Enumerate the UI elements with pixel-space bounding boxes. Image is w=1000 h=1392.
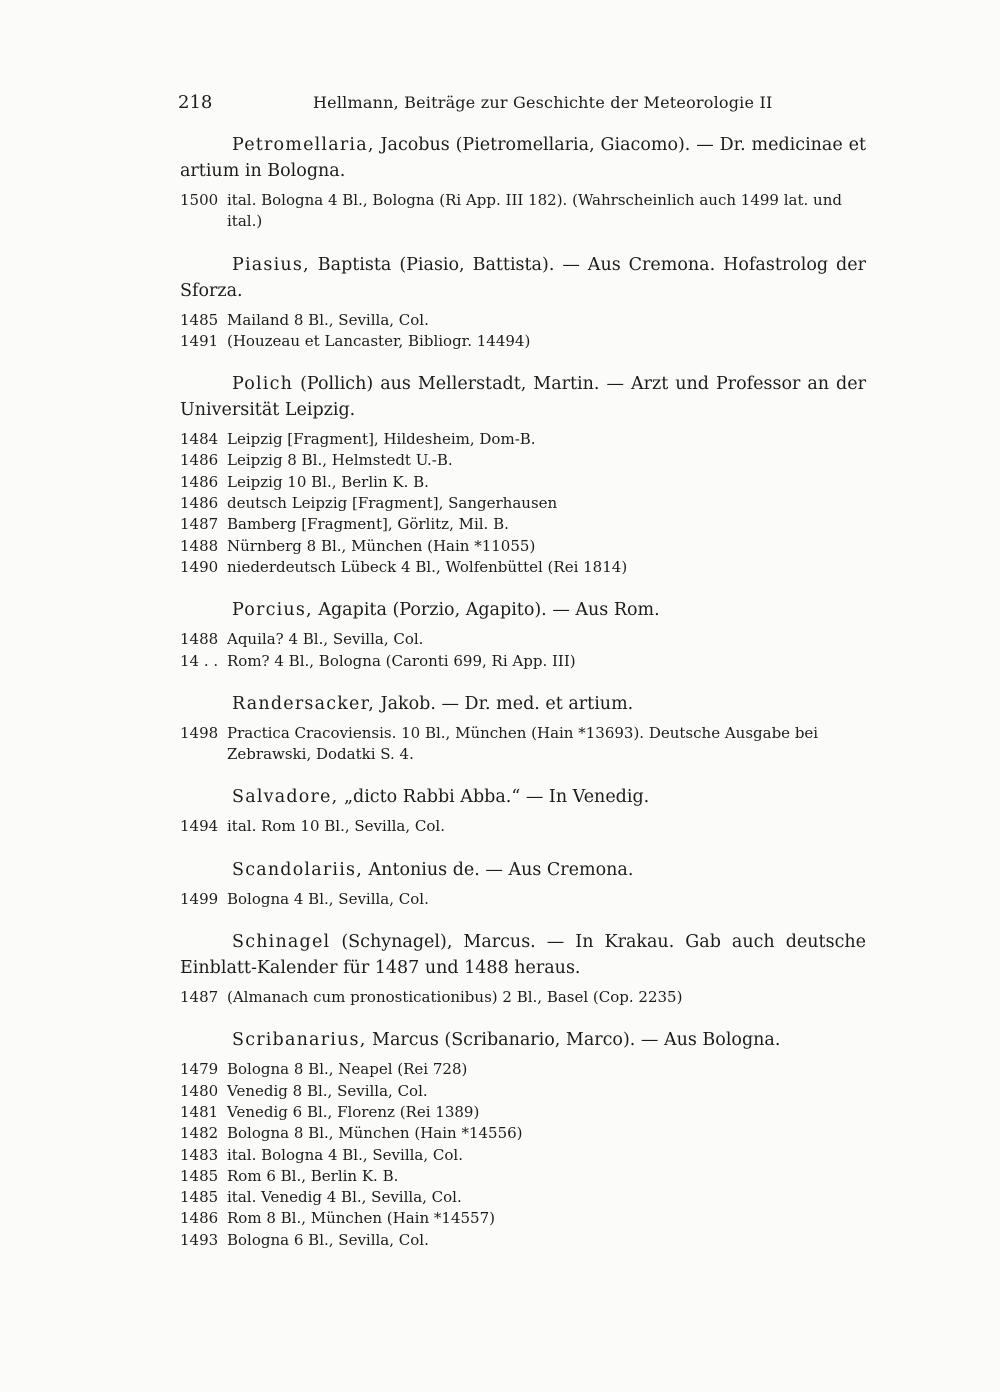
edition-year: 1480 — [180, 1081, 219, 1100]
edition-record — [180, 536, 866, 557]
edition-record — [180, 1145, 866, 1166]
edition-details: ital. Venedig 4 Bl., Sevilla, Col. — [227, 1188, 462, 1207]
author-name: Piasius, — [232, 254, 310, 275]
edition-details: Rom 8 Bl., München (Hain *14557) — [227, 1209, 495, 1228]
entry — [180, 132, 866, 233]
author-name: Polich — [232, 374, 294, 395]
author-description: Antonius de. — Aus Cremona. — [362, 859, 634, 880]
edition-record — [180, 1208, 866, 1229]
edition-record — [180, 1166, 866, 1187]
author-description: Baptista (Piasio, Battista). — Aus Cremona. Hofastrolog der Sforza. — [180, 254, 866, 301]
edition-record — [180, 450, 866, 471]
author-name: Randersacker, — [232, 693, 375, 714]
edition-details: ital. Bologna 4 Bl., Sevilla, Col. — [227, 1145, 463, 1164]
edition-details: Rom? 4 Bl., Bologna (Caronti 699, Ri App. III) — [227, 651, 576, 670]
edition-details: Leipzig 10 Bl., Berlin K. B. — [227, 472, 429, 491]
edition-record — [180, 1123, 866, 1144]
entry-heading — [180, 252, 866, 304]
edition-year: 1491 — [180, 331, 219, 350]
edition-record — [180, 190, 866, 233]
page-number: 218 — [178, 92, 213, 113]
edition-record — [180, 651, 866, 672]
entry — [180, 784, 866, 837]
edition-details: (Houzeau et Lancaster, Bibliogr. 14494) — [227, 331, 531, 350]
edition-details: Bologna 8 Bl., München (Hain *14556) — [227, 1124, 523, 1143]
edition-details: Nürnberg 8 Bl., München (Hain *11055) — [227, 536, 536, 555]
entry — [180, 929, 866, 1008]
author-name: Petromellaria, — [232, 135, 375, 155]
edition-year: 1494 — [180, 817, 219, 836]
edition-details: Rom 6 Bl., Berlin K. B. — [227, 1166, 399, 1185]
edition-record — [180, 472, 866, 493]
edition-record — [180, 310, 866, 331]
edition-details: (Almanach cum pronosticationibus) 2 Bl., Basel (Cop. 2235) — [227, 988, 683, 1007]
entry — [180, 1027, 866, 1251]
edition-details: ital. Bologna 4 Bl., Bologna (Ri App. III 182). (Wahrscheinlich auch 1499 lat. und ital.) — [227, 191, 842, 231]
edition-details: Bologna 4 Bl., Sevilla, Col. — [227, 889, 429, 908]
entry-heading — [180, 857, 866, 883]
edition-year: 1498 — [180, 723, 219, 742]
edition-year: 1485 — [180, 310, 219, 329]
edition-details: Mailand 8 Bl., Sevilla, Col. — [227, 310, 429, 329]
edition-year: 14 . . — [180, 651, 219, 670]
entry-heading — [180, 132, 866, 184]
edition-year: 1486 — [180, 1209, 219, 1228]
entry — [180, 252, 866, 353]
entry-heading — [180, 691, 866, 717]
author-description: Marcus (Scribanario, Marco). — Aus Bologna. — [366, 1030, 781, 1051]
edition-record — [180, 723, 866, 766]
entry-heading — [180, 597, 866, 623]
edition-year: 1481 — [180, 1102, 219, 1121]
edition-year: 1490 — [180, 557, 219, 576]
edition-year: 1485 — [180, 1166, 219, 1185]
entry-heading — [180, 1027, 866, 1053]
edition-year: 1493 — [180, 1230, 219, 1249]
author-name: Scribanarius, — [232, 1030, 367, 1051]
entry — [180, 857, 866, 910]
edition-details: Venedig 6 Bl., Florenz (Rei 1389) — [227, 1102, 480, 1121]
edition-details: Practica Cracoviensis. 10 Bl., München (Hain *13693). Deutsche Ausgabe bei Zebrawski, Dodatki S. 4. — [227, 723, 819, 764]
edition-record — [180, 1187, 866, 1208]
edition-record — [180, 1081, 866, 1102]
edition-details: Bologna 6 Bl., Sevilla, Col. — [227, 1230, 429, 1249]
edition-details: deutsch Leipzig [Fragment], Sangerhausen — [227, 494, 558, 513]
edition-year: 1479 — [180, 1060, 219, 1079]
edition-details: Aquila? 4 Bl., Sevilla, Col. — [227, 630, 424, 649]
edition-record — [180, 557, 866, 578]
edition-details: niederdeutsch Lübeck 4 Bl., Wolfenbüttel (Rei 1814) — [227, 557, 628, 576]
entry-heading — [180, 371, 866, 423]
author-description: Jakob. — Dr. med. et artium. — [375, 693, 634, 714]
edition-details: Leipzig 8 Bl., Helmstedt U.-B. — [227, 451, 453, 470]
entry — [180, 597, 866, 672]
entry — [180, 691, 866, 766]
edition-year: 1486 — [180, 494, 219, 513]
running-header — [178, 92, 778, 118]
edition-year: 1488 — [180, 630, 219, 649]
edition-record — [180, 331, 866, 352]
edition-year: 1483 — [180, 1145, 219, 1164]
author-description: (Schynagel), Marcus. — In Krakau. Gab auch deutsche Einblatt-Kalender für 1487 und 1488 heraus. — [180, 932, 866, 979]
edition-record — [180, 429, 866, 450]
edition-details: Leipzig [Fragment], Hildesheim, Dom-B. — [227, 430, 536, 449]
edition-details: ital. Rom 10 Bl., Sevilla, Col. — [227, 817, 445, 836]
edition-year: 1486 — [180, 472, 219, 491]
edition-record — [180, 1102, 866, 1123]
edition-details: Bologna 8 Bl., Neapel (Rei 728) — [227, 1060, 468, 1079]
edition-year: 1488 — [180, 536, 219, 555]
edition-year: 1487 — [180, 515, 219, 534]
edition-year: 1486 — [180, 451, 219, 470]
edition-record — [180, 629, 866, 650]
author-name: Scandolariis, — [232, 859, 363, 880]
edition-year: 1484 — [180, 430, 219, 449]
edition-record — [180, 987, 866, 1008]
author-description: „dicto Rabbi Abba.“ — In Venedig. — [338, 787, 650, 808]
edition-details: Venedig 8 Bl., Sevilla, Col. — [227, 1081, 428, 1100]
edition-record — [180, 889, 866, 910]
author-name: Schinagel — [232, 932, 331, 953]
entry — [180, 371, 866, 578]
author-description: Agapita (Porzio, Agapito). — Aus Rom. — [312, 600, 660, 621]
edition-year: 1487 — [180, 988, 219, 1007]
author-description: Jacobus (Pietromellaria, Giacomo). — Dr. medicinae et artium in Bologna. — [180, 135, 866, 181]
edition-record — [180, 816, 866, 837]
running-title: Hellmann, Beiträge zur Geschichte der Meteorologie II — [313, 93, 773, 112]
edition-year: 1500 — [180, 191, 219, 209]
edition-year: 1485 — [180, 1188, 219, 1207]
edition-record — [180, 1059, 866, 1080]
entries-list — [180, 132, 866, 1251]
edition-details: Bamberg [Fragment], Görlitz, Mil. B. — [227, 515, 509, 534]
entry-heading — [180, 784, 866, 810]
edition-record — [180, 1230, 866, 1251]
edition-year: 1482 — [180, 1124, 219, 1143]
edition-year: 1499 — [180, 889, 219, 908]
author-description: (Pollich) aus Mellerstadt, Martin. — Arzt und Professor an der Universität Leipzig. — [180, 374, 866, 421]
author-name: Porcius, — [232, 600, 313, 621]
author-name: Salvadore, — [232, 787, 339, 808]
edition-record — [180, 514, 866, 535]
edition-record — [180, 493, 866, 514]
entry-heading — [180, 929, 866, 981]
